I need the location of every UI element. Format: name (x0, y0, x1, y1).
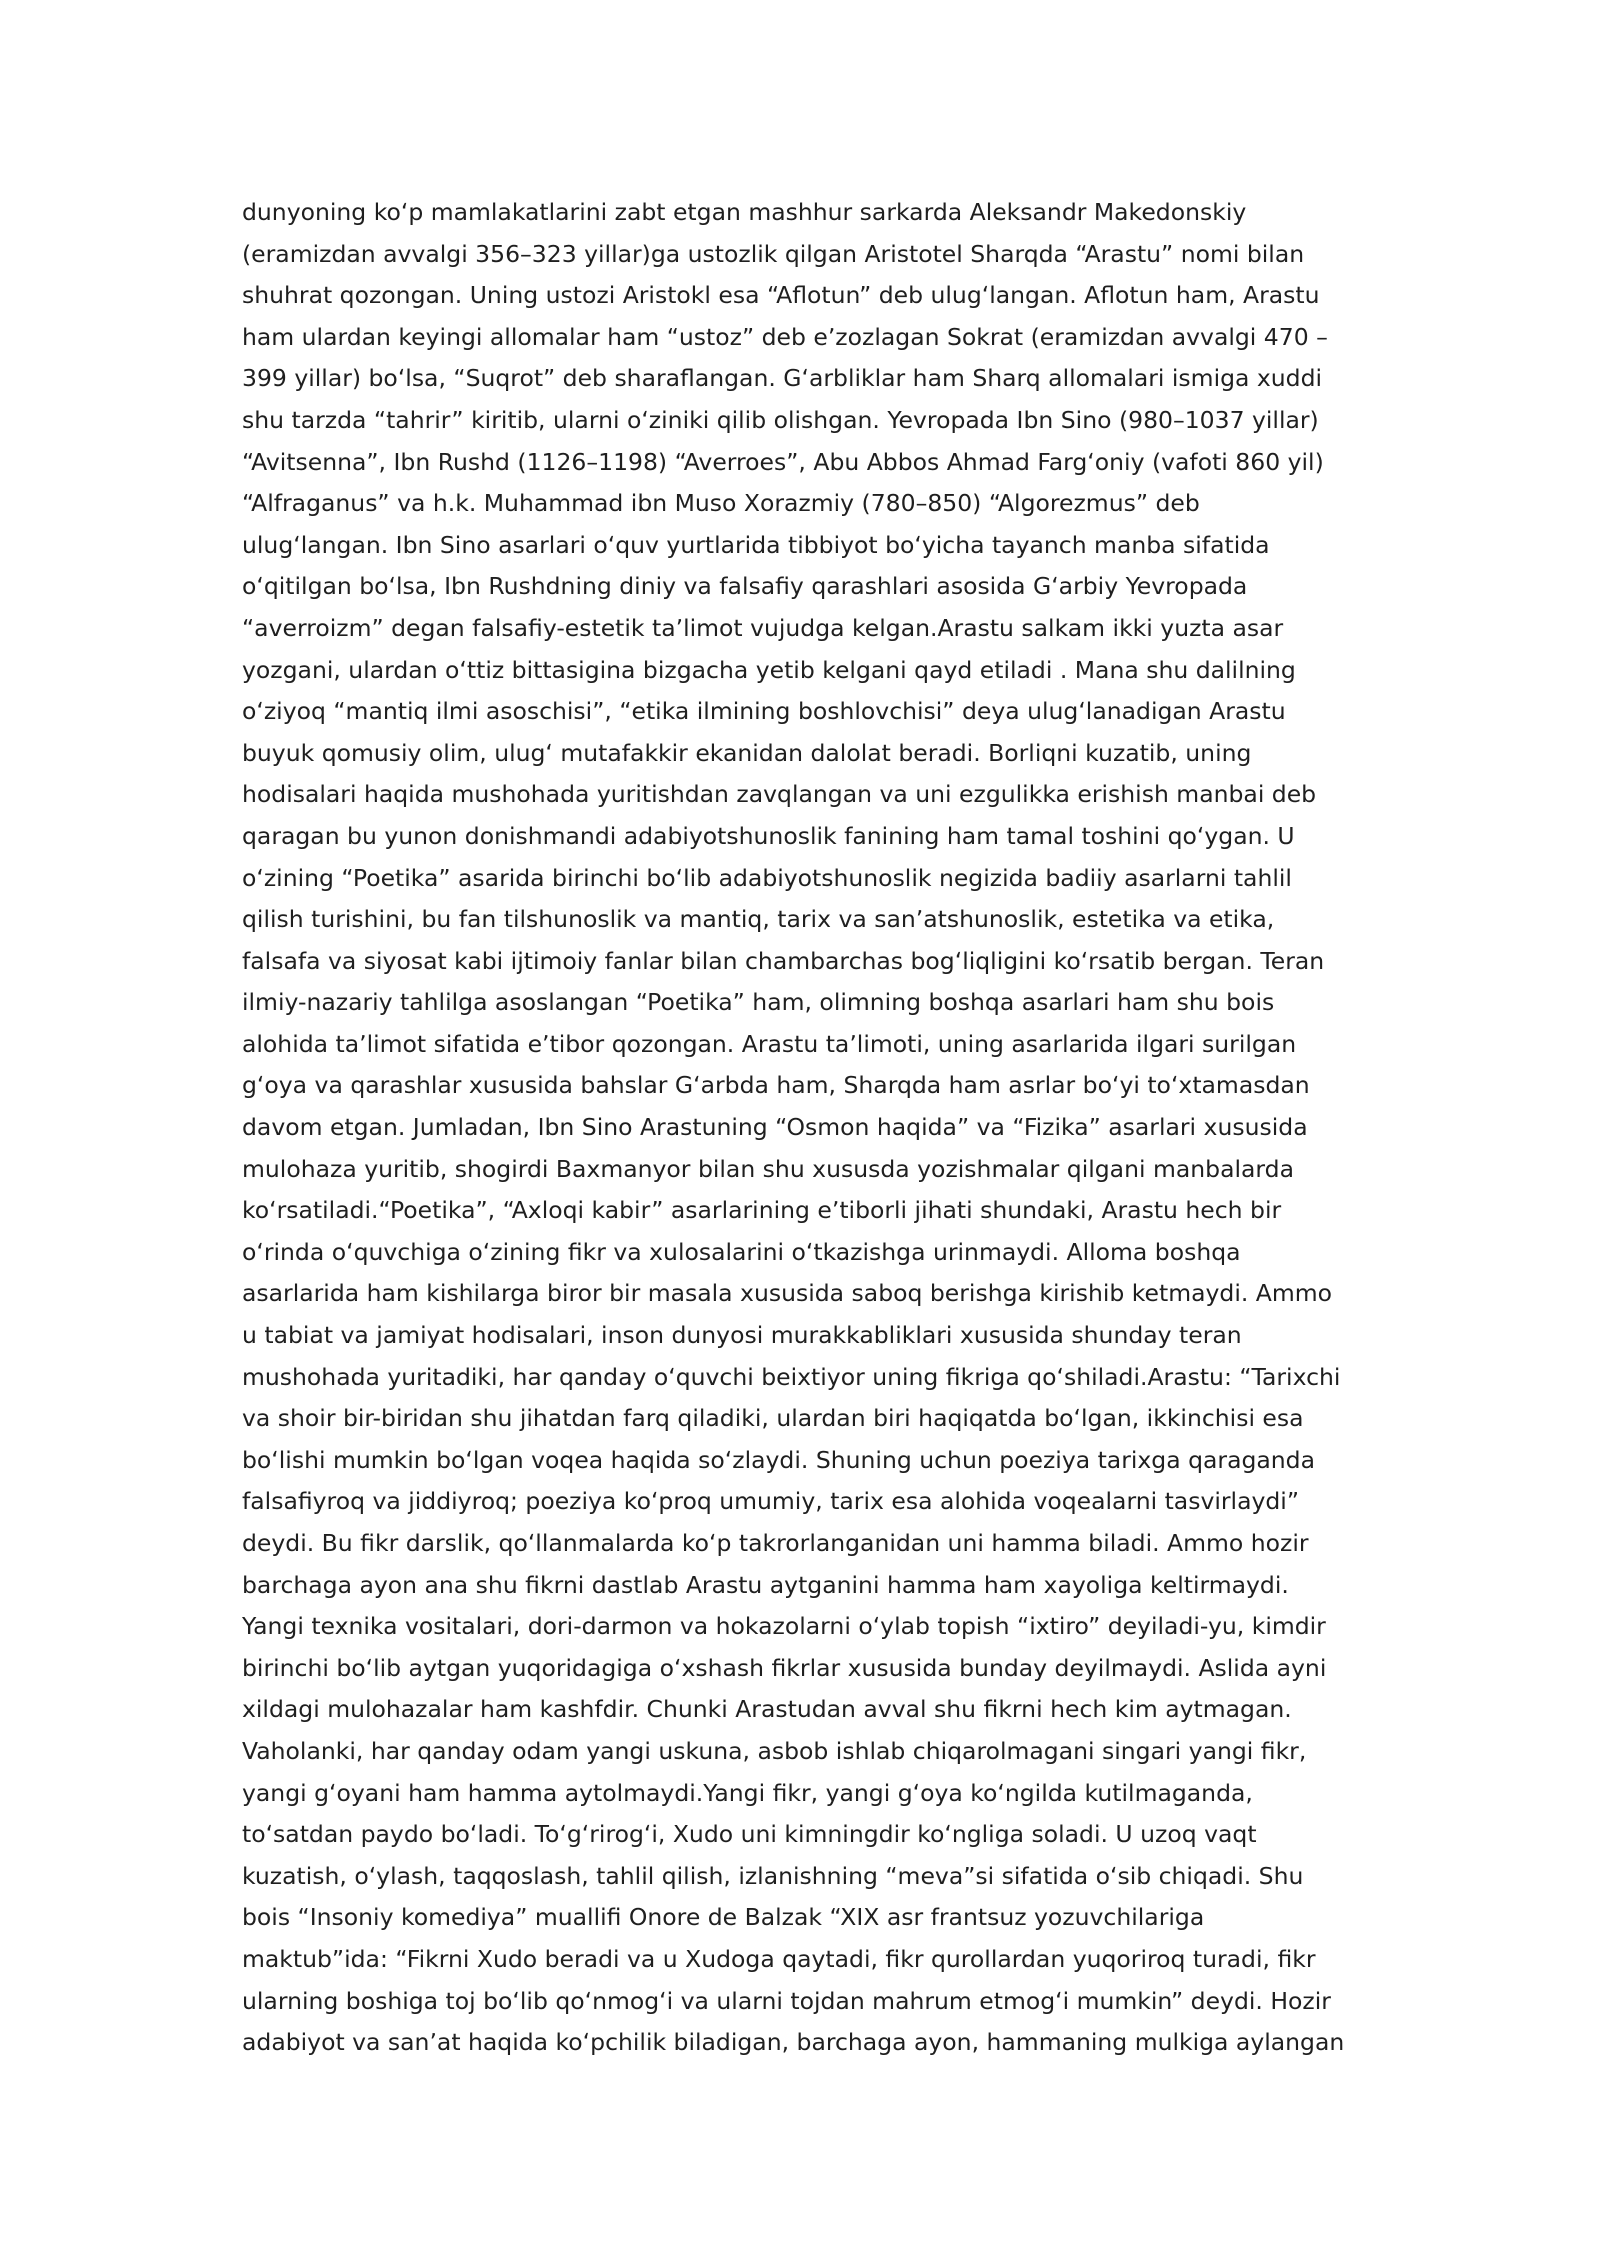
text-line: falsafa va siyosat kabi ijtimoiy fanlar bilan chambarchas bogʻliqligini koʻrsatib bergan. Teran (242, 946, 1325, 975)
text-line: Vaholanki, har qanday odam yangi uskuna, asbob ishlab chiqarolmagani singari yangi fikr, (242, 1736, 1307, 1765)
text-line: dunyoning koʻp mamlakatlarini zabt etgan mashhur sarkarda Aleksandr Makedonskiy (242, 198, 1247, 226)
text-line: falsafiyroq va jiddiyroq; poeziya koʻproq umumiy, tarix esa alohida voqealarni tasvirlaydi” (242, 1487, 1300, 1516)
text-line: (eramizdan avvalgi 356–323 yillar)ga ustozlik qilgan Aristotel Sharqda “Arastu” nomi bilan (242, 239, 1305, 268)
text-line: oʻziyoq “mantiq ilmi asoschisi”, “etika ilmining boshlovchisi” deya ulugʻlanadigan Arastu (242, 697, 1286, 726)
text-line: boʻlishi mumkin boʻlgan voqea haqida soʻzlaydi. Shuning uchun poeziya tarixga qaraganda (242, 1445, 1316, 1474)
text-line: asarlarida ham kishilarga biror bir masala xususida saboq berishga kirishib ketmaydi. Ammo (242, 1279, 1333, 1308)
text-line: xildagi mulohazalar ham kashfdir. Chunki Arastudan avval shu fikrni hech kim aytmagan. (242, 1695, 1292, 1724)
text-line: mushohada yuritadiki, har qanday oʻquvchi beixtiyor uning fikriga qoʻshiladi.Arastu: “Tarixchi (242, 1362, 1341, 1391)
text-line: kuzatish, oʻylash, taqqoslash, tahlil qilish, izlanishning “meva”si sifatida oʻsib chiqadi. Shu (242, 1861, 1304, 1890)
text-line: deydi. Bu fikr darslik, qoʻllanmalarda koʻp takrorlanganidan uni hamma biladi. Ammo hozir (242, 1529, 1309, 1557)
text-line: birinchi boʻlib aytgan yuqoridagiga oʻxshash fikrlar xususida bunday deyilmaydi. Aslida ayni (242, 1653, 1327, 1682)
text-line: u tabiat va jamiyat hodisalari, inson dunyosi murakkabliklari xususida shunday teran (242, 1321, 1242, 1350)
text-line: qilish turishini, bu fan tilshunoslik va mantiq, tarix va sanʼatshunoslik, estetika va etika, (242, 905, 1275, 934)
text-line: ularning boshiga toj boʻlib qoʻnmogʻi va ularni tojdan mahrum etmogʻi mumkin” deydi. Hozir (242, 1986, 1331, 2015)
text-line: “Alfraganus” va h.k. Muhammad ibn Muso Xorazmiy (780–850) “Algorezmus” deb (242, 489, 1200, 518)
text-line: adabiyot va sanʼat haqida koʻpchilik biladigan, barchaga ayon, hammaning mulkiga aylangan (242, 2028, 1345, 2057)
body-text (242, 192, 1372, 2064)
text-line: oʻrinda oʻquvchiga oʻzining fikr va xulosalarini oʻtkazishga urinmaydi. Alloma boshqa (242, 1237, 1241, 1266)
text-line: alohida taʼlimot sifatida eʼtibor qozongan. Arastu taʼlimoti, uning asarlarida ilgari surilgan (242, 1029, 1297, 1058)
text-line: koʻrsatiladi.“Poetika”, “Axloqi kabir” asarlarining eʼtiborli jihati shundaki, Arastu hech bir (242, 1196, 1282, 1225)
text-line: yangi gʻoyani ham hamma aytolmaydi.Yangi fikr, yangi gʻoya koʻngilda kutilmaganda, (242, 1778, 1253, 1807)
text-line: ulugʻlangan. Ibn Sino asarlari oʻquv yurtlarida tibbiyot boʻyicha tayanch manba sifatida (242, 530, 1270, 559)
text-line: “Avitsenna”, Ibn Rushd (1126–1198) “Averroes”, Abu Abbos Ahmad Fargʻoniy (vafoti 860 yil) (242, 447, 1324, 476)
text-line: va shoir bir-biridan shu jihatdan farq qiladiki, ulardan biri haqiqatda boʻlgan, ikkinchisi esa (242, 1404, 1304, 1433)
text-line: ilmiy-nazariy tahlilga asoslangan “Poetika” ham, olimning boshqa asarlari ham shu bois (242, 988, 1275, 1017)
text-line: hodisalari haqida mushohada yuritishdan zavqlangan va uni ezgulikka erishish manbai deb (242, 780, 1317, 809)
text-line: ham ulardan keyingi allomalar ham “ustoz” deb eʼzozlagan Sokrat (eramizdan avvalgi 470 – (242, 322, 1328, 351)
text-line: shuhrat qozongan. Uning ustozi Aristokl esa “Aflotun” deb ulugʻlangan. Aflotun ham, Arastu (242, 281, 1320, 310)
text-line: davom etgan. Jumladan, Ibn Sino Arastuning “Osmon haqida” va “Fizika” asarlari xususida (242, 1113, 1308, 1142)
text-line: buyuk qomusiy olim, ulugʻ mutafakkir ekanidan dalolat beradi. Borliqni kuzatib, uning (242, 738, 1252, 767)
text-line: maktub”ida: “Fikrni Xudo beradi va u Xudoga qaytadi, fikr qurollardan yuqoriroq turadi, fikr (242, 1944, 1316, 1973)
text-line: oʻzining “Poetika” asarida birinchi boʻlib adabiyotshunoslik negizida badiiy asarlarni tahlil (242, 863, 1292, 892)
text-line: barchaga ayon ana shu fikrni dastlab Arastu aytganini hamma ham xayoliga keltirmaydi. (242, 1570, 1289, 1599)
text-line: gʻoya va qarashlar xususida bahslar Gʻarbda ham, Sharqda ham asrlar boʻyi toʻxtamasdan (242, 1071, 1310, 1100)
text-line: mulohaza yuritib, shogirdi Baxmanyor bilan shu xususda yozishmalar qilgani manbalarda (242, 1154, 1294, 1183)
text-line: “averroizm” degan falsafiy-estetik taʼlimot vujudga kelgan.Arastu salkam ikki yuzta asar (242, 613, 1284, 642)
text-line: yozgani, ulardan oʻttiz bittasigina bizgacha yetib kelgani qayd etiladi . Mana shu dalilning (242, 655, 1296, 684)
text-line: 399 yillar) boʻlsa, “Suqrot” deb sharaflangan. Gʻarbliklar ham Sharq allomalari ismiga xuddi (242, 364, 1323, 393)
text-line: oʻqitilgan boʻlsa, Ibn Rushdning diniy va falsafiy qarashlari asosida Gʻarbiy Yevropada (242, 572, 1248, 601)
text-line: Yangi texnika vositalari, dori-darmon va hokazolarni oʻylab topish “ixtiro” deyiladi-yu, kimdir (242, 1612, 1326, 1641)
text-line: bois “Insoniy komediya” muallifi Onore de Balzak “XIX asr frantsuz yozuvchilariga (242, 1903, 1205, 1932)
text-line: toʻsatdan paydo boʻladi. Toʻgʻrirogʻi, Xudo uni kimningdir koʻngliga soladi. U uzoq vaqt (242, 1820, 1257, 1849)
text-line: qaragan bu yunon donishmandi adabiyotshunoslik fanining ham tamal toshini qoʻygan. U (242, 821, 1295, 850)
text-line: shu tarzda “tahrir” kiritib, ularni oʻziniki qilib olishgan. Yevropada Ibn Sino (980–1037 yillar) (242, 405, 1319, 434)
